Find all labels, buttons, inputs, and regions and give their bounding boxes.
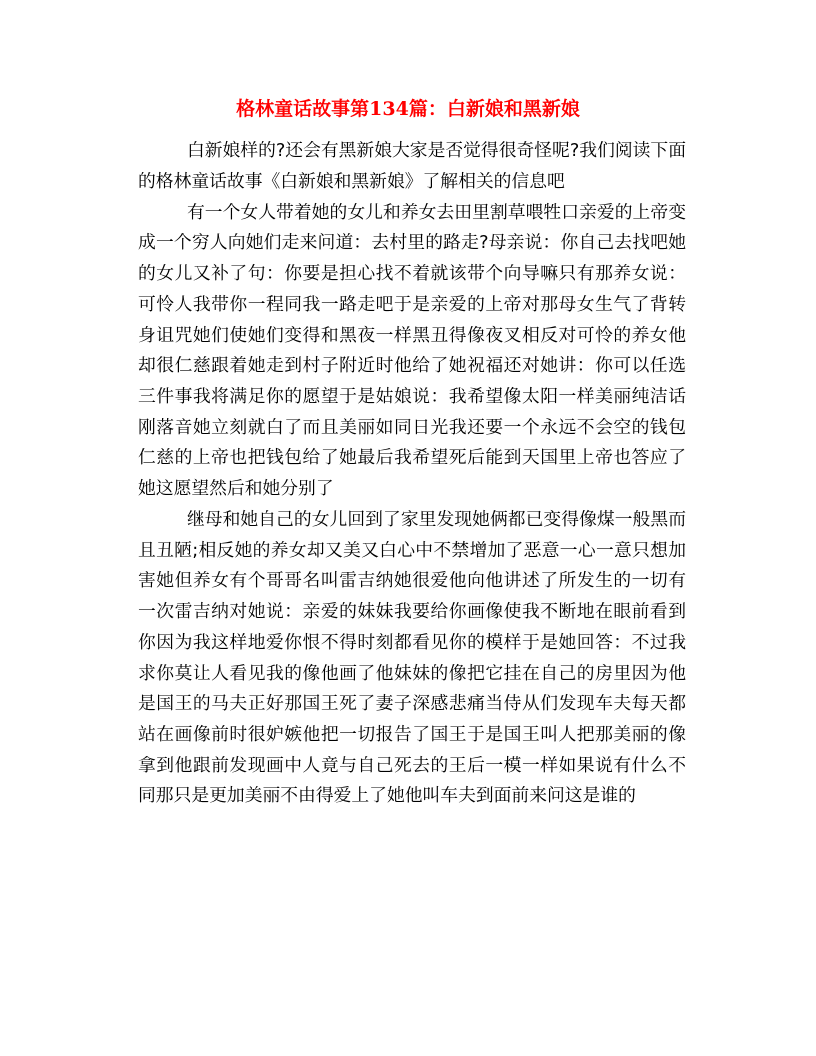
paragraph-story-2: 继母和她自己的女儿回到了家里发现她俩都已变得像煤一般黑而且丑陋;相反她的养女却又美又白心中不禁增加了恶意一心一意只想加害她但养女有个哥哥名叫雷吉纳她很爱他向他讲述了所发生的一切有一次雷吉纳对她说：亲爱的妹妹我要给你画像使我不断地在眼前看到你因为我这样地爱你恨不得时刻都看见你的模样于是她回答：不过我求你莫让人看见我的像他画了他妹妹的像把它挂在自己的房里因为他是国王的马夫正好那国王死了妻子深感悲痛当侍从们发现车夫每天都站在画像前时很妒嫉他把一切报告了国王于是国王叫人把那美丽的像拿到他跟前发现画中人竟与自己死去的王后一模一样如果说有什么不同那只是更加美丽不由得爱上了她他叫车夫到面前来问这是谁的 bbox=[138, 509, 686, 807]
paragraph-story-1: 有一个女人带着她的女儿和养女去田里割草喂牲口亲爱的上帝变成一个穷人向她们走来问道：去村里的路走?母亲说：你自己去找吧她的女儿又补了句：你要是担心找不着就该带个向导嘛只有那养女说：可怜人我带你一程同我一路走吧于是亲爱的上帝对那母女生气了背转身诅咒她们使她们变得和黑夜一样黑丑得像夜叉相反对可怜的养女他却很仁慈跟着她走到村子附近时他给了她祝福还对她讲：你可以任选三件事我将满足你的愿望于是姑娘说：我希望像太阳一样美丽纯洁话刚落音她立刻就白了而且美丽如同日光我还要一个永远不会空的钱包仁慈的上帝也把钱包给了她最后我希望死后能到天国里上帝也答应了她这愿望然后和她分别了 bbox=[138, 201, 686, 500]
document-body bbox=[138, 136, 686, 812]
paragraph-intro: 白新娘样的?还会有黑新娘大家是否觉得很奇怪呢?我们阅读下面的格林童话故事《白新娘和黑新娘》了解相关的信息吧 bbox=[138, 140, 686, 192]
document-title: 格林童话故事第134篇：白新娘和黑新娘 bbox=[236, 98, 580, 120]
